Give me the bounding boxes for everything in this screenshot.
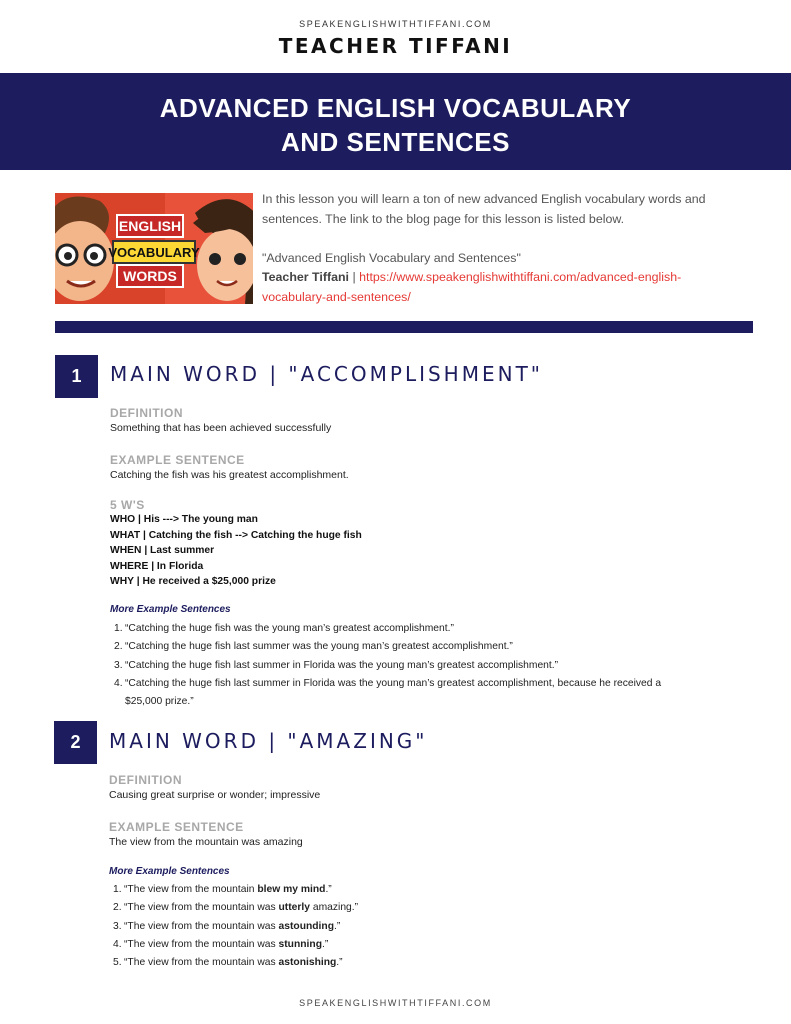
list-item-number: 4. bbox=[113, 938, 122, 950]
list-item-text-end: .” bbox=[334, 920, 341, 932]
cartoon-thumbnail-illustration bbox=[55, 193, 253, 304]
five-ws-where: WHERE | In Florida bbox=[110, 560, 204, 572]
author-separator: | bbox=[349, 270, 360, 284]
list-item bbox=[113, 881, 513, 899]
list-item-text-end: .” bbox=[325, 884, 332, 895]
definition-text: Causing great surprise or wonder; impressive bbox=[109, 789, 321, 801]
example-sentence-text: Catching the fish was his greatest accomplishment. bbox=[110, 469, 349, 481]
list-item-text: “Catching the huge fish last summer in Florida was the young man’s greatest accomplishment.” bbox=[125, 659, 559, 671]
title-banner bbox=[0, 73, 791, 170]
list-item bbox=[113, 899, 513, 917]
list-item-number: 3. bbox=[114, 659, 123, 671]
definition-text: Something that has been achieved successfully bbox=[110, 422, 332, 434]
list-item-continuation: $25,000 prize.” bbox=[125, 696, 194, 707]
blog-link-part-1[interactable]: https://www.speakenglishwithtiffani.com/advanced-english- bbox=[359, 270, 682, 284]
more-examples-list bbox=[113, 881, 513, 976]
section-number-badge: 2 bbox=[54, 721, 97, 764]
thumbnail-word-words: WORDS bbox=[123, 268, 177, 284]
list-item-text: “The view from the mountain was bbox=[124, 920, 279, 932]
list-item-text-end: .” bbox=[336, 957, 343, 969]
list-item-keyword: astounding bbox=[278, 920, 334, 932]
list-item bbox=[113, 936, 513, 954]
list-item-number: 1. bbox=[113, 884, 122, 895]
five-ws-label: 5 W'S bbox=[110, 498, 145, 512]
list-item bbox=[113, 918, 513, 936]
list-item-text: “The view from the mountain was bbox=[124, 902, 279, 914]
list-item-keyword: utterly bbox=[278, 902, 310, 914]
more-examples-label: More Example Sentences bbox=[109, 866, 230, 877]
blog-link-line-2 bbox=[262, 288, 742, 308]
list-item-keyword: astonishing bbox=[278, 957, 337, 969]
list-item-keyword: stunning bbox=[278, 938, 322, 950]
list-item-text-end: amazing.” bbox=[310, 902, 359, 914]
list-item bbox=[113, 954, 513, 972]
definition-label: DEFINITION bbox=[109, 773, 182, 787]
list-item-text: “The view from the mountain bbox=[124, 884, 258, 895]
author-name: Teacher Tiffani bbox=[262, 270, 349, 284]
list-item-number: 2. bbox=[114, 641, 123, 653]
lesson-title-quote: "Advanced English Vocabulary and Sentences" bbox=[262, 250, 521, 265]
thumbnail-word-english: ENGLISH bbox=[118, 218, 182, 234]
lesson-thumbnail bbox=[55, 193, 253, 304]
list-item-keyword: blew my mind bbox=[257, 884, 326, 895]
section-number-badge: 1 bbox=[55, 355, 98, 398]
banner-title-line-2: AND SENTENCES bbox=[281, 127, 510, 157]
list-item-text-end: .” bbox=[321, 938, 329, 950]
list-item-text: “The view from the mountain was bbox=[124, 957, 279, 969]
five-ws-why: WHY | He received a $25,000 prize bbox=[110, 576, 276, 587]
list-item bbox=[114, 638, 754, 656]
list-item-text: “Catching the huge fish was the young man’s greatest accomplishment.” bbox=[125, 623, 454, 634]
author-link-line bbox=[262, 268, 742, 288]
list-item bbox=[114, 620, 754, 638]
list-item-text: “The view from the mountain was bbox=[124, 938, 279, 950]
intro-block bbox=[262, 190, 742, 307]
brand-title: TEACHER TIFFANI bbox=[278, 34, 513, 58]
definition-label: DEFINITION bbox=[110, 406, 183, 420]
list-item bbox=[114, 675, 754, 693]
list-item-text: “Catching the huge fish last summer was the young man’s greatest accomplishment.” bbox=[125, 641, 513, 653]
list-item-number: 1. bbox=[114, 623, 123, 634]
five-ws-what: WHAT | Catching the fish --> Catching the huge fish bbox=[110, 529, 362, 541]
thumbnail-word-vocabulary: VOCABULARY bbox=[108, 245, 200, 260]
example-sentence-label: EXAMPLE SENTENCE bbox=[109, 820, 244, 834]
list-item-number: 3. bbox=[113, 920, 122, 932]
site-url-footer: SPEAKENGLISHWITHTIFFANI.COM bbox=[299, 998, 492, 1008]
blog-link-part-2[interactable]: vocabulary-and-sentences/ bbox=[262, 289, 411, 304]
list-item-text: “Catching the huge fish last summer in Florida was the young man’s greatest accomplishment, because he received a bbox=[125, 677, 662, 689]
example-sentence-label: EXAMPLE SENTENCE bbox=[110, 453, 245, 467]
example-sentence-text: The view from the mountain was amazing bbox=[109, 836, 303, 848]
more-examples-list bbox=[114, 620, 754, 695]
intro-line-1: In this lesson you will learn a ton of new advanced English vocabulary words and bbox=[262, 192, 706, 206]
section-divider-bar bbox=[55, 321, 753, 333]
list-item bbox=[114, 657, 754, 675]
five-ws-list bbox=[110, 512, 362, 590]
five-ws-when: WHEN | Last summer bbox=[110, 545, 215, 556]
intro-line-2: sentences. The link to the blog page for this lesson is listed below. bbox=[262, 211, 625, 226]
site-url-header: SPEAKENGLISHWITHTIFFANI.COM bbox=[299, 19, 492, 29]
more-examples-label: More Example Sentences bbox=[110, 604, 231, 615]
list-item-number: 2. bbox=[113, 902, 122, 914]
main-word-heading: MAIN WORD | "AMAZING" bbox=[109, 729, 428, 753]
main-word-heading: MAIN WORD | "ACCOMPLISHMENT" bbox=[110, 362, 543, 386]
banner-title-line-1: ADVANCED ENGLISH VOCABULARY bbox=[159, 93, 632, 123]
list-item-number: 5. bbox=[113, 957, 122, 969]
list-item-number: 4. bbox=[114, 677, 123, 689]
five-ws-who: WHO | His ---> The young man bbox=[110, 514, 258, 525]
